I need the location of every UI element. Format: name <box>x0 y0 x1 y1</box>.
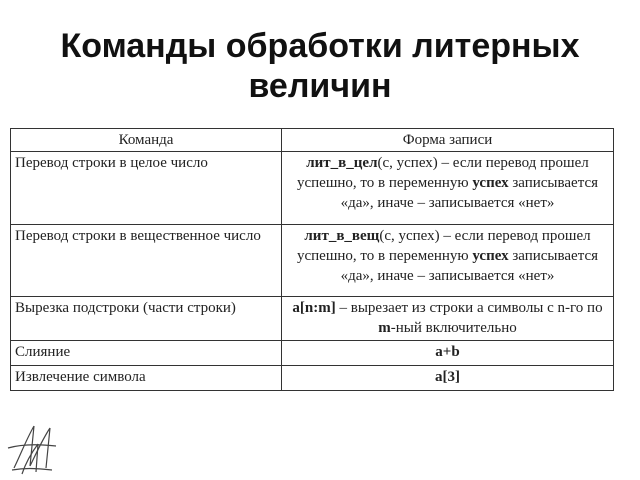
form-text: (с, успех) – если перевод прошел успешно, то в переменную <box>297 155 589 191</box>
command-cell: Извлечение символа <box>11 366 282 391</box>
form-bold: a[n:m] <box>292 300 336 316</box>
table-row <box>11 152 614 225</box>
command-cell: Слияние <box>11 341 282 366</box>
form-bold: лит_в_вещ <box>304 228 380 244</box>
monogram-logo-icon <box>4 418 60 476</box>
slide-title: Команды обработки литерных величин <box>60 27 580 105</box>
form-cell <box>282 297 614 341</box>
form-cell <box>282 152 614 225</box>
form-text: – вырезает из строки a символы с n-го по <box>335 300 603 316</box>
table-header-row <box>11 129 614 152</box>
header-command: Команда <box>11 129 282 152</box>
form-bold: успех <box>472 248 509 264</box>
table-row <box>11 341 614 366</box>
table-row <box>11 366 614 391</box>
form-bold: m <box>378 320 391 336</box>
header-form: Форма записи <box>282 129 614 152</box>
form-bold: a[3] <box>435 369 460 385</box>
form-cell <box>282 366 614 391</box>
form-bold: лит_в_цел <box>306 155 378 171</box>
commands-table <box>10 128 614 391</box>
form-cell <box>282 341 614 366</box>
form-text: записывается «да», иначе – записывается «нет» <box>340 248 598 284</box>
table-row <box>11 297 614 341</box>
form-text: (с, успех) – если перевод прошел успешно, то в переменную <box>297 228 591 264</box>
command-cell: Вырезка подстроки (части строки) <box>11 297 282 341</box>
form-text: записывается «да», иначе – записывается «нет» <box>340 175 598 211</box>
form-cell <box>282 225 614 297</box>
form-text: -ный включительно <box>390 320 517 336</box>
command-cell: Перевод строки в целое число <box>11 152 282 225</box>
form-bold: успех <box>472 175 509 191</box>
table-row <box>11 225 614 297</box>
form-bold: a+b <box>435 344 460 360</box>
command-cell: Перевод строки в вещественное число <box>11 225 282 297</box>
